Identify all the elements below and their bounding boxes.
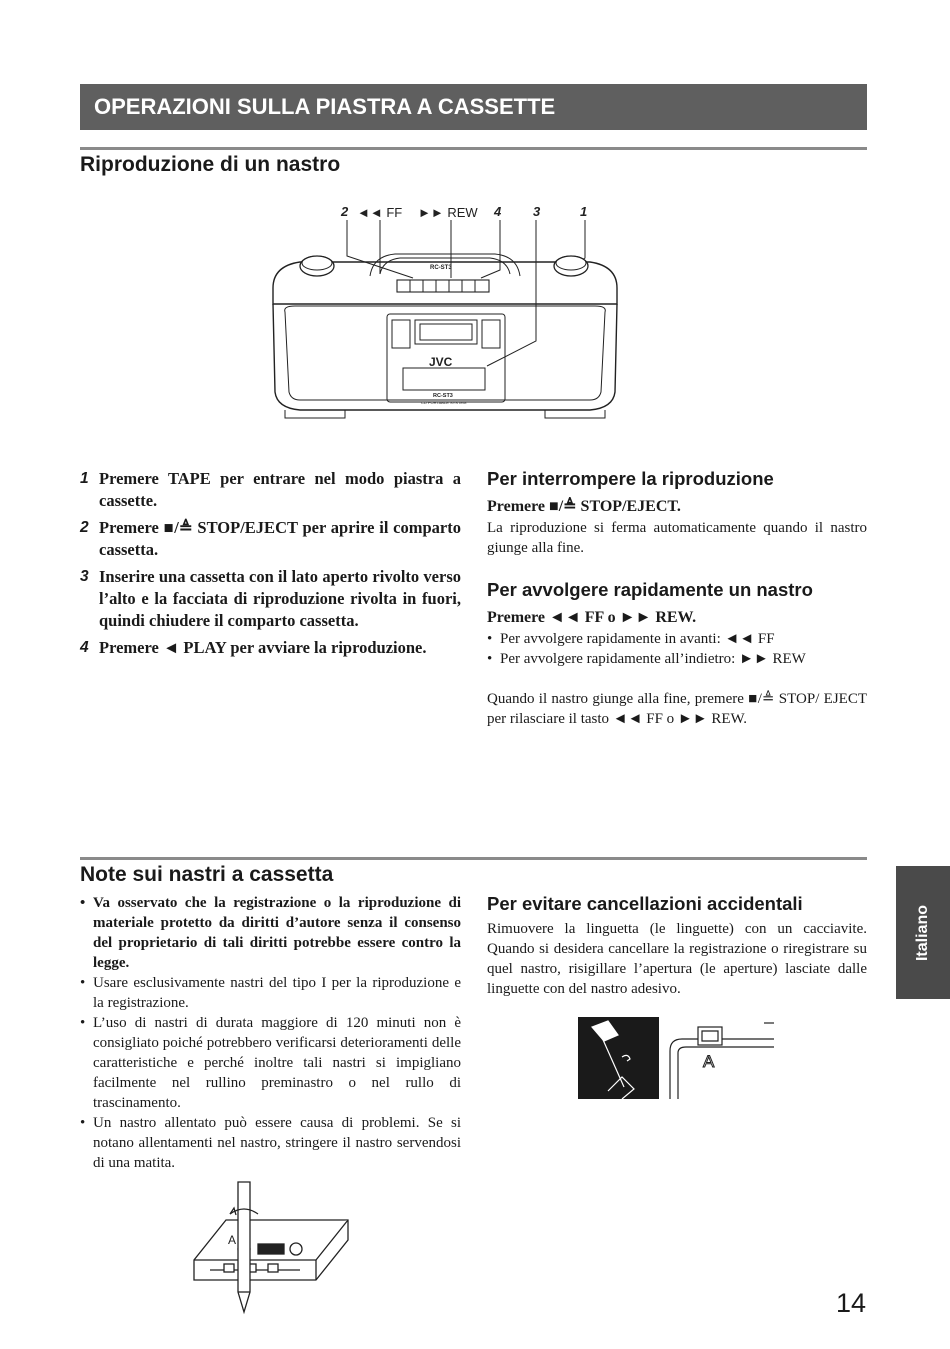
section-title-notes: Note sui nastri a cassetta: [80, 863, 334, 886]
stop-heading: Per interrompere la riproduzione: [487, 468, 774, 489]
wind-instruction: Premere ◄◄ FF o ►► REW.: [487, 609, 697, 626]
pencil-cassette-illustration: [188, 1180, 353, 1327]
step-item: 2 Premere ■/≜ STOP/EJECT per aprire il comparto cassetta.: [80, 518, 461, 559]
step-item: 3 Inserire una cassetta con il lato aperto rivolto verso l’alto e la facciata di riproduzione rivolta in fuori, quindi chiudere il comparto cassetta.: [80, 567, 461, 630]
section-banner: OPERAZIONI SULLA PIASTRA A CASSETTE: [80, 84, 867, 130]
section-divider: [80, 857, 867, 860]
list-item: • Per avvolgere rapidamente all’indietro: ►► REW: [487, 651, 806, 667]
language-side-tab: [896, 866, 950, 999]
list-item: • Per avvolgere rapidamente in avanti: ◄◄ FF: [487, 631, 775, 647]
stop-instruction: Premere ■/≜ STOP/EJECT.: [487, 498, 681, 515]
notes-bullets: [80, 893, 461, 1173]
callout-rew: ►► REW: [418, 205, 478, 220]
stop-section: [487, 468, 867, 558]
callout-2: 2: [341, 204, 349, 219]
step-item: 4 Premere ◄ PLAY per avviare la riproduzione.: [80, 638, 427, 657]
erase-section: [487, 893, 867, 999]
model-label: RC-ST3: [433, 393, 453, 399]
wind-section: [487, 579, 867, 729]
erase-heading: Per evitare cancellazioni accidentali: [487, 893, 803, 914]
boombox-illustration: [255, 196, 635, 426]
cassette-side-label: A: [228, 1233, 237, 1247]
wind-note: Quando il nastro giunge alla fine, premere ■/≜ STOP/ EJECT per rilasciare il tasto ◄◄ FF o ►► REW.: [487, 691, 867, 727]
erase-text: Rimuovere la linguetta (le linguette) con un cacciavite. Quando si desidera cancellare la registrazione o riregistrare su quel nastro, risigillare l’apertura (le aperture) lasciate dalle linguette con del nastro adesivo.: [487, 921, 867, 997]
callout-1: 1: [580, 204, 588, 219]
list-item: • L’uso di nastri di durata maggiore di 120 minuti non è consigliato poiché potrebbero verificarsi deterioramenti delle caratteristiche e perché inoltre tali nastri si impigliano facilmente nel rullino preminastro o nel rullo di trascinamento.: [80, 1015, 461, 1111]
section-divider: [80, 147, 867, 150]
page-number: 14: [836, 1288, 867, 1318]
callout-4: 4: [494, 204, 502, 219]
brand-logo: JVC: [429, 355, 453, 369]
wind-heading: Per avvolgere rapidamente un nastro: [487, 579, 813, 600]
section-title-playback: Riproduzione di un nastro: [80, 153, 341, 176]
language-tab-label: Italiano: [914, 904, 931, 961]
playback-steps: [80, 468, 461, 664]
list-item: • Va osservato che la registrazione o la riproduzione di materiale protetto da diritti d’autore senza il consenso del proprietario di tali diritti potrebbe essere contro la legge.: [80, 895, 461, 971]
callout-ff: ◄◄ FF: [357, 205, 403, 220]
tab-removal-illustration: [578, 1017, 778, 1101]
model-label-top: RC-ST3: [430, 265, 452, 271]
stop-text: La riproduzione si ferma automaticamente quando il nastro giunge alla fine.: [487, 520, 867, 556]
step-item: 1 Premere TAPE per entrare nel modo piastra a cassette.: [80, 469, 461, 510]
tab-label: A: [703, 1052, 715, 1071]
list-item: • Un nastro allentato può essere causa di problemi. Se si notano allentamenti nel nastro, stringere il nastro servendosi di una matita.: [80, 1115, 461, 1171]
callout-3: 3: [533, 204, 541, 219]
model-subtitle: CD PORTABLE SYSTEM: [421, 400, 467, 405]
wind-bullets: [487, 629, 867, 669]
list-item: • Usare esclusivamente nastri del tipo I per la riproduzione e la registrazione.: [80, 975, 461, 1011]
